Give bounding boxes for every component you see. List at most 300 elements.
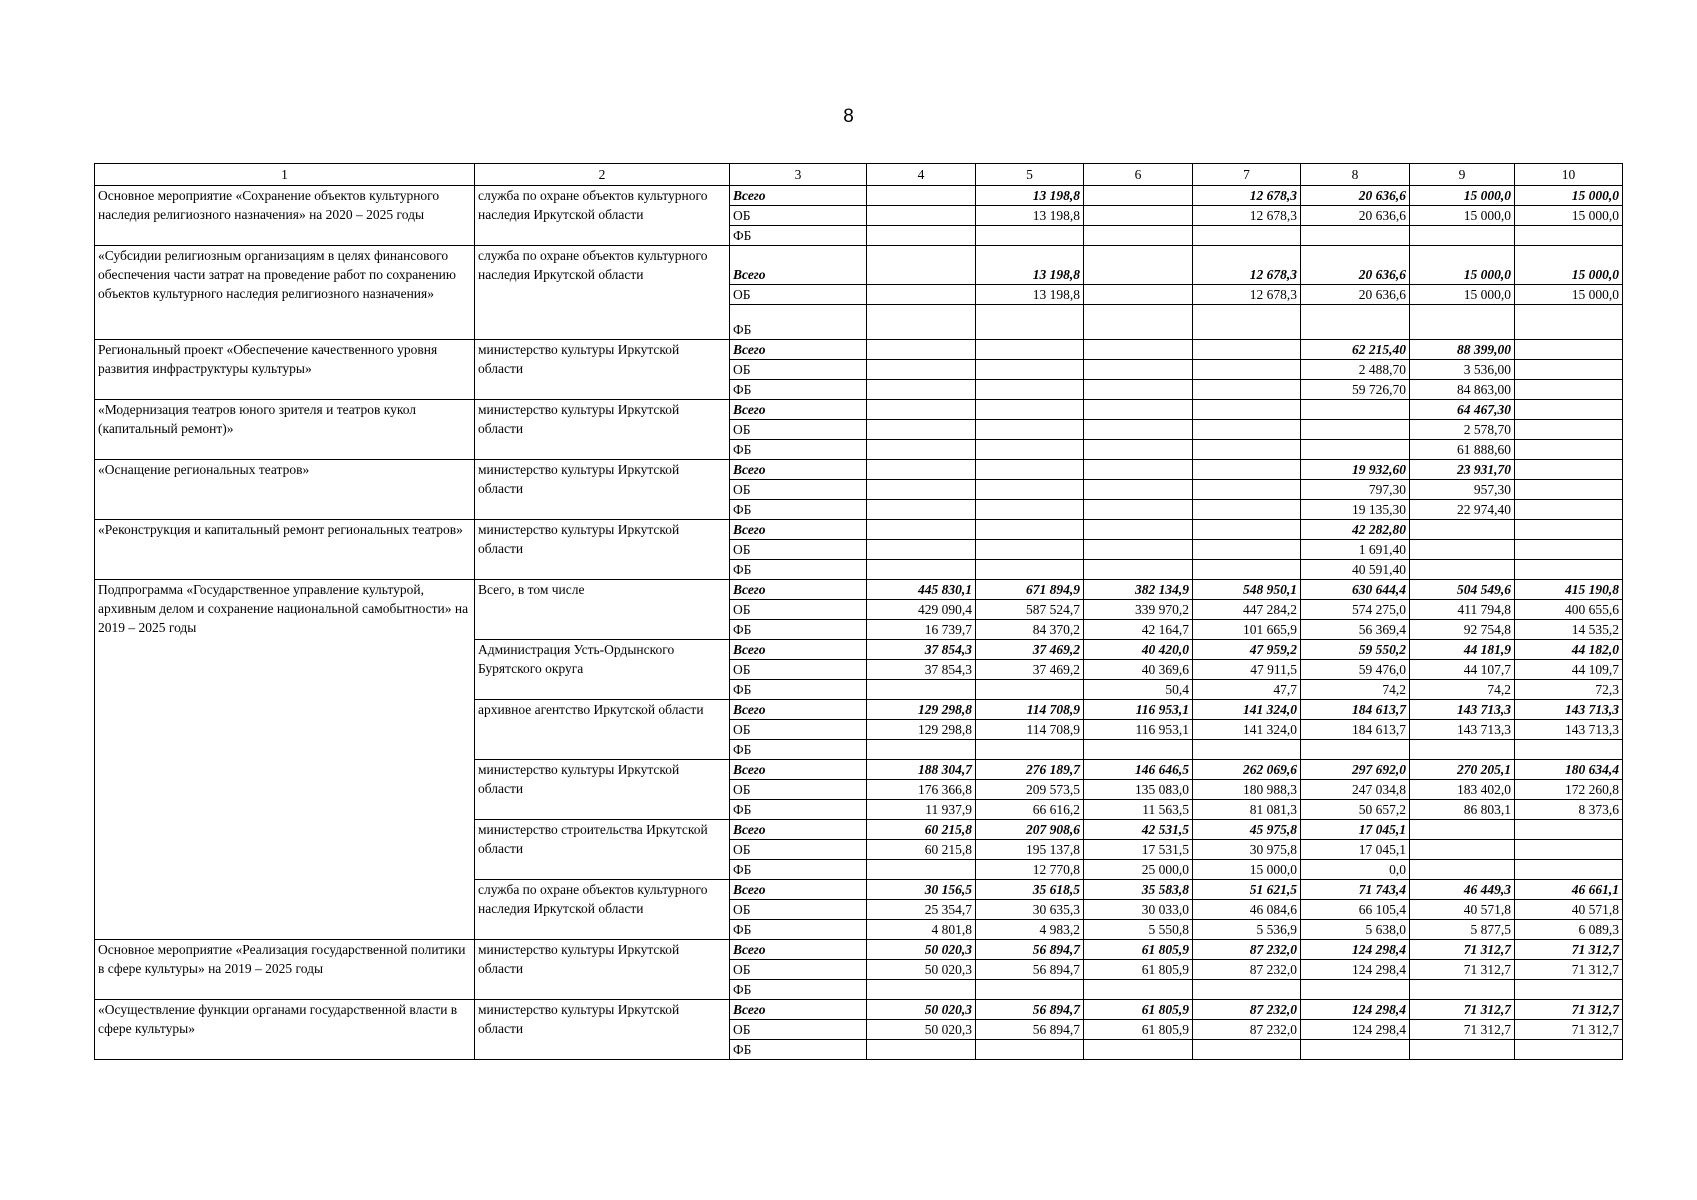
value-cell: 61 888,60 [1410,440,1515,460]
value-cell [1084,400,1193,420]
value-cell: 3 536,00 [1410,360,1515,380]
value-cell: 37 469,2 [976,640,1084,660]
executor-cell: министерство культуры Иркутской области [475,760,730,820]
measure-name-cell: Подпрограмма «Государственное управление культурой, архивным делом и сохранение национальной самобытности» на 2019 – 2025 годы [95,580,475,940]
value-cell: 12 678,3 [1193,285,1301,305]
value-cell: 61 805,9 [1084,1020,1193,1040]
funding-source-label: Всего [730,940,867,960]
funding-source-label: ФБ [730,305,867,340]
value-cell: 30 033,0 [1084,900,1193,920]
value-cell [1193,560,1301,580]
value-cell: 17 531,5 [1084,840,1193,860]
value-cell [1515,480,1623,500]
value-cell [976,226,1084,246]
value-cell: 141 324,0 [1193,720,1301,740]
value-cell [1515,420,1623,440]
value-cell [1084,1040,1193,1060]
value-cell [867,520,976,540]
value-cell: 415 190,8 [1515,580,1623,600]
value-cell: 56 369,4 [1301,620,1410,640]
executor-cell: министерство культуры Иркутской области [475,940,730,1000]
value-cell: 114 708,9 [976,700,1084,720]
value-cell [867,1040,976,1060]
value-cell [1193,500,1301,520]
header-row [95,164,1623,186]
value-cell [1301,440,1410,460]
funding-source-label: ОБ [730,780,867,800]
value-cell: 12 678,3 [1193,246,1301,285]
funding-source-label: Всего [730,246,867,285]
value-cell [1515,540,1623,560]
value-cell: 124 298,4 [1301,960,1410,980]
value-cell [1193,400,1301,420]
value-cell: 74,2 [1301,680,1410,700]
value-cell [1193,740,1301,760]
value-cell: 81 081,3 [1193,800,1301,820]
value-cell: 40 369,6 [1084,660,1193,680]
value-cell [1084,206,1193,226]
value-cell [1193,226,1301,246]
value-cell: 56 894,7 [976,1000,1084,1020]
value-cell [867,540,976,560]
funding-source-label: ОБ [730,900,867,920]
funding-source-label: ОБ [730,540,867,560]
value-cell: 61 805,9 [1084,960,1193,980]
value-cell: 71 312,7 [1410,1020,1515,1040]
funding-source-label: ФБ [730,560,867,580]
value-cell: 71 312,7 [1410,1000,1515,1020]
value-cell: 0,0 [1301,860,1410,880]
value-cell [867,560,976,580]
value-cell [867,360,976,380]
value-cell: 17 045,1 [1301,820,1410,840]
value-cell: 207 908,6 [976,820,1084,840]
value-cell: 15 000,0 [1515,186,1623,206]
value-cell: 11 563,5 [1084,800,1193,820]
value-cell: 40 571,8 [1410,900,1515,920]
value-cell: 143 713,3 [1410,700,1515,720]
value-cell: 71 312,7 [1515,940,1623,960]
value-cell [867,246,976,285]
value-cell [1301,226,1410,246]
value-cell [1410,820,1515,840]
value-cell [1193,305,1301,340]
value-cell [1410,520,1515,540]
value-cell: 13 198,8 [976,285,1084,305]
value-cell [1515,560,1623,580]
value-cell: 56 894,7 [976,960,1084,980]
value-cell [867,206,976,226]
funding-source-label: Всего [730,460,867,480]
measure-name-cell: «Оснащение региональных театров» [95,460,475,520]
value-cell [1301,740,1410,760]
funding-source-label: ФБ [730,980,867,1000]
executor-cell: министерство культуры Иркутской области [475,1000,730,1060]
value-cell: 60 215,8 [867,820,976,840]
value-cell [1084,480,1193,500]
value-cell [867,480,976,500]
value-cell [1084,186,1193,206]
measure-name-cell: Основное мероприятие «Сохранение объектов культурного наследия религиозного назначения» на 2020 – 2025 годы [95,186,475,246]
value-cell [1084,360,1193,380]
value-cell: 429 090,4 [867,600,976,620]
value-cell: 13 198,8 [976,246,1084,285]
value-cell: 382 134,9 [1084,580,1193,600]
value-cell [1410,740,1515,760]
value-cell: 188 304,7 [867,760,976,780]
funding-source-label: ФБ [730,1040,867,1060]
measure-name-cell: «Субсидии религиозным организациям в целях финансового обеспечения части затрат на проведение работ по сохранению объектов культурного наследия религиозного назначения» [95,246,475,340]
value-cell: 71 312,7 [1410,960,1515,980]
value-cell [1193,540,1301,560]
value-cell: 84 863,00 [1410,380,1515,400]
value-cell: 1 691,40 [1301,540,1410,560]
measure-name-cell: «Реконструкция и капитальный ремонт региональных театров» [95,520,475,580]
value-cell [1515,400,1623,420]
value-cell [867,860,976,880]
value-cell [976,440,1084,460]
value-cell: 183 402,0 [1410,780,1515,800]
funding-source-label: Всего [730,186,867,206]
value-cell: 71 743,4 [1301,880,1410,900]
value-cell [867,380,976,400]
value-cell: 15 000,0 [1410,186,1515,206]
value-cell: 87 232,0 [1193,1020,1301,1040]
value-cell: 25 354,7 [867,900,976,920]
funding-source-label: ОБ [730,720,867,740]
executor-cell: служба по охране объектов культурного наследия Иркутской области [475,186,730,246]
funding-source-label: Всего [730,820,867,840]
value-cell: 12 678,3 [1193,206,1301,226]
value-cell [1301,980,1410,1000]
value-cell: 15 000,0 [1410,206,1515,226]
funding-source-label: ФБ [730,380,867,400]
value-cell: 6 089,3 [1515,920,1623,940]
executor-cell: архивное агентство Иркутской области [475,700,730,760]
value-cell: 60 215,8 [867,840,976,860]
value-cell: 5 877,5 [1410,920,1515,940]
value-cell: 8 373,6 [1515,800,1623,820]
funding-source-label: ФБ [730,860,867,880]
value-cell [1084,380,1193,400]
value-cell [1301,400,1410,420]
measure-name-cell: Основное мероприятие «Реализация государственной политики в сфере культуры» на 2019 – 2025 годы [95,940,475,1000]
executor-cell: министерство культуры Иркутской области [475,520,730,580]
value-cell [867,186,976,206]
value-cell: 447 284,2 [1193,600,1301,620]
value-cell: 141 324,0 [1193,700,1301,720]
value-cell [1515,740,1623,760]
value-cell: 44 181,9 [1410,640,1515,660]
value-cell [1515,340,1623,360]
value-cell [1515,305,1623,340]
value-cell: 40 420,0 [1084,640,1193,660]
header-cell: 8 [1301,164,1410,186]
value-cell [1084,440,1193,460]
value-cell: 37 854,3 [867,660,976,680]
value-cell [976,340,1084,360]
executor-cell: служба по охране объектов культурного наследия Иркутской области [475,880,730,940]
value-cell: 42 531,5 [1084,820,1193,840]
value-cell [976,360,1084,380]
value-cell [1084,226,1193,246]
value-cell: 50 020,3 [867,940,976,960]
value-cell: 4 983,2 [976,920,1084,940]
funding-source-label: Всего [730,760,867,780]
funding-source-label: ФБ [730,620,867,640]
value-cell: 40 571,8 [1515,900,1623,920]
value-cell: 15 000,0 [1410,246,1515,285]
table-row [95,246,1623,285]
value-cell: 129 298,8 [867,720,976,740]
value-cell: 47 911,5 [1193,660,1301,680]
value-cell [1515,860,1623,880]
value-cell: 47,7 [1193,680,1301,700]
value-cell [1193,520,1301,540]
value-cell: 5 550,8 [1084,920,1193,940]
value-cell: 71 312,7 [1515,1020,1623,1040]
funding-source-label: Всего [730,1000,867,1020]
funding-source-label: ОБ [730,1020,867,1040]
value-cell: 184 613,7 [1301,700,1410,720]
value-cell: 19 135,30 [1301,500,1410,520]
value-cell: 671 894,9 [976,580,1084,600]
value-cell: 400 655,6 [1515,600,1623,620]
value-cell: 101 665,9 [1193,620,1301,640]
value-cell [867,285,976,305]
table-row [95,460,1623,480]
funding-source-label: Всего [730,580,867,600]
funding-source-label: ОБ [730,840,867,860]
value-cell: 20 636,6 [1301,246,1410,285]
value-cell: 71 312,7 [1410,940,1515,960]
value-cell: 15 000,0 [1515,246,1623,285]
value-cell [1410,560,1515,580]
value-cell [867,980,976,1000]
funding-source-label: ФБ [730,440,867,460]
value-cell: 797,30 [1301,480,1410,500]
value-cell: 12 678,3 [1193,186,1301,206]
value-cell: 124 298,4 [1301,1000,1410,1020]
value-cell: 59 550,2 [1301,640,1410,660]
value-cell [1084,500,1193,520]
value-cell: 270 205,1 [1410,760,1515,780]
table-row [95,580,1623,600]
value-cell: 22 974,40 [1410,500,1515,520]
value-cell: 504 549,6 [1410,580,1515,600]
executor-cell: министерство культуры Иркутской области [475,400,730,460]
value-cell [976,500,1084,520]
value-cell: 247 034,8 [1301,780,1410,800]
value-cell: 30 156,5 [867,880,976,900]
value-cell: 87 232,0 [1193,940,1301,960]
value-cell: 135 083,0 [1084,780,1193,800]
table-row [95,400,1623,420]
value-cell: 124 298,4 [1301,940,1410,960]
value-cell: 116 953,1 [1084,720,1193,740]
header-cell: 7 [1193,164,1301,186]
value-cell: 44 109,7 [1515,660,1623,680]
value-cell: 92 754,8 [1410,620,1515,640]
value-cell [1410,1040,1515,1060]
value-cell [867,305,976,340]
value-cell: 574 275,0 [1301,600,1410,620]
value-cell [1084,460,1193,480]
value-cell [1515,440,1623,460]
funding-source-label: ОБ [730,360,867,380]
value-cell: 176 366,8 [867,780,976,800]
value-cell: 37 469,2 [976,660,1084,680]
value-cell [1410,305,1515,340]
value-cell: 42 164,7 [1084,620,1193,640]
funding-source-label: ОБ [730,600,867,620]
funding-source-label: ФБ [730,680,867,700]
value-cell [1515,500,1623,520]
value-cell [1084,420,1193,440]
value-cell: 59 476,0 [1301,660,1410,680]
header-cell: 9 [1410,164,1515,186]
value-cell [1193,480,1301,500]
value-cell [1193,440,1301,460]
value-cell [976,560,1084,580]
value-cell: 19 932,60 [1301,460,1410,480]
value-cell [867,440,976,460]
value-cell: 44 182,0 [1515,640,1623,660]
value-cell: 14 535,2 [1515,620,1623,640]
value-cell [1410,980,1515,1000]
value-cell: 50 020,3 [867,1020,976,1040]
funding-source-label: ОБ [730,206,867,226]
value-cell: 88 399,00 [1410,340,1515,360]
value-cell [867,460,976,480]
value-cell: 2 488,70 [1301,360,1410,380]
value-cell: 46 449,3 [1410,880,1515,900]
value-cell: 59 726,70 [1301,380,1410,400]
value-cell: 411 794,8 [1410,600,1515,620]
value-cell [867,500,976,520]
value-cell: 45 975,8 [1193,820,1301,840]
value-cell [1301,1040,1410,1060]
value-cell [1515,820,1623,840]
value-cell: 445 830,1 [867,580,976,600]
value-cell: 180 988,3 [1193,780,1301,800]
value-cell [976,380,1084,400]
value-cell: 129 298,8 [867,700,976,720]
value-cell: 20 636,6 [1301,186,1410,206]
value-cell: 61 805,9 [1084,940,1193,960]
value-cell: 630 644,4 [1301,580,1410,600]
value-cell: 20 636,6 [1301,206,1410,226]
value-cell [976,460,1084,480]
value-cell [976,740,1084,760]
value-cell [1301,420,1410,440]
value-cell [1193,460,1301,480]
value-cell: 64 467,30 [1410,400,1515,420]
value-cell: 13 198,8 [976,186,1084,206]
value-cell: 957,30 [1410,480,1515,500]
value-cell [867,420,976,440]
value-cell: 35 583,8 [1084,880,1193,900]
table-row [95,340,1623,360]
value-cell [867,680,976,700]
page-number: 8 [843,106,854,127]
funding-source-label: ФБ [730,920,867,940]
funding-source-label: Всего [730,700,867,720]
value-cell [1084,560,1193,580]
value-cell [1515,460,1623,480]
value-cell [1515,226,1623,246]
value-cell [1193,420,1301,440]
table-row [95,940,1623,960]
funding-source-label: ФБ [730,740,867,760]
value-cell: 35 618,5 [976,880,1084,900]
funding-source-label: Всего [730,880,867,900]
measure-name-cell: «Осуществление функции органами государственной власти в сфере культуры» [95,1000,475,1060]
value-cell: 11 937,9 [867,800,976,820]
value-cell [1084,540,1193,560]
value-cell [1084,740,1193,760]
executor-cell: министерство строительства Иркутской области [475,820,730,880]
value-cell: 46 084,6 [1193,900,1301,920]
funding-source-label: ФБ [730,500,867,520]
value-cell: 143 713,3 [1410,720,1515,740]
value-cell [1193,360,1301,380]
header-cell: 1 [95,164,475,186]
value-cell: 15 000,0 [1515,285,1623,305]
value-cell: 37 854,3 [867,640,976,660]
value-cell [1410,226,1515,246]
value-cell: 25 000,0 [1084,860,1193,880]
value-cell: 116 953,1 [1084,700,1193,720]
value-cell [867,340,976,360]
value-cell: 42 282,80 [1301,520,1410,540]
value-cell: 87 232,0 [1193,960,1301,980]
value-cell [1515,980,1623,1000]
value-cell: 124 298,4 [1301,1020,1410,1040]
value-cell: 13 198,8 [976,206,1084,226]
value-cell: 143 713,3 [1515,700,1623,720]
value-cell: 56 894,7 [976,940,1084,960]
value-cell [1410,540,1515,560]
value-cell [1515,520,1623,540]
value-cell: 46 661,1 [1515,880,1623,900]
value-cell [1515,1040,1623,1060]
value-cell: 146 646,5 [1084,760,1193,780]
value-cell [976,980,1084,1000]
value-cell [1193,1040,1301,1060]
value-cell: 4 801,8 [867,920,976,940]
value-cell: 23 931,70 [1410,460,1515,480]
value-cell: 143 713,3 [1515,720,1623,740]
table-row [95,520,1623,540]
value-cell: 44 107,7 [1410,660,1515,680]
value-cell: 12 770,8 [976,860,1084,880]
value-cell: 71 312,7 [1515,960,1623,980]
value-cell: 339 970,2 [1084,600,1193,620]
funding-source-label: ОБ [730,420,867,440]
value-cell: 15 000,0 [1410,285,1515,305]
value-cell [867,740,976,760]
value-cell: 548 950,1 [1193,580,1301,600]
value-cell: 114 708,9 [976,720,1084,740]
value-cell [867,226,976,246]
value-cell: 180 634,4 [1515,760,1623,780]
value-cell: 71 312,7 [1515,1000,1623,1020]
value-cell [1193,380,1301,400]
value-cell: 5 536,9 [1193,920,1301,940]
value-cell: 50,4 [1084,680,1193,700]
value-cell [976,400,1084,420]
